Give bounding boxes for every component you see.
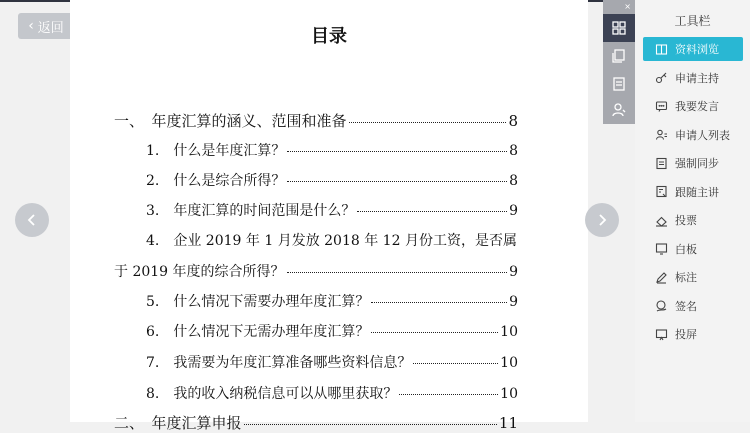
user-list-icon [655,128,668,141]
toc-entry[interactable] [114,261,518,281]
toc-entry-text: 二、 年度汇算申报 [114,414,242,432]
tool-panel [635,0,750,422]
back-button[interactable] [18,13,74,39]
tool-label: 签名 [675,299,697,313]
tool-cast[interactable] [643,322,743,346]
tool-sync-doc[interactable] [643,151,743,175]
toc-entry-text: 1. 什么是年度汇算？ [146,143,286,159]
table-of-contents [70,0,588,432]
tool-label: 投票 [675,214,697,227]
toc-entry[interactable] [146,230,516,250]
document-page [70,0,588,432]
back-button-label: 返回 [37,20,64,36]
panel-title: 工具栏 [674,14,711,28]
prev-page-button[interactable] [15,203,49,237]
toc-entry[interactable] [146,383,518,403]
pencil-icon [655,271,668,284]
dot-leader [287,272,508,273]
toc-entry[interactable] [146,321,518,341]
dot-leader [399,394,498,395]
page-title: 目录 [311,26,347,47]
tool-book[interactable] [643,37,743,61]
dot-leader [287,181,507,182]
toc-entry[interactable] [146,140,518,160]
tool-label: 跟随主讲 [675,185,719,199]
pages-icon [611,48,627,64]
toc-page-number: 9 [509,203,518,219]
tool-follow[interactable] [643,180,743,204]
dot-leader [244,424,497,425]
tool-label: 申请人列表 [675,128,730,142]
toc-page-number: 10 [500,355,518,371]
toc-entry-text: 5. 什么情况下需要办理年度汇算？ [146,294,370,310]
close-icon[interactable]: × [624,2,631,11]
toc-entry[interactable] [146,352,518,372]
toc-entry-text: 6. 什么情况下无需办理年度汇算？ [146,324,370,340]
tool-label: 强制同步 [675,157,719,170]
toc-entry-text: 于 2019 年度的综合所得？ [114,264,285,280]
tool-label: 资料浏览 [675,43,719,56]
tool-label: 投屏 [675,328,697,341]
toc-entry-text: 3. 年度汇算的时间范围是什么？ [146,203,356,219]
vote-icon [655,214,668,227]
mini-toolbar [603,0,635,124]
toc-entry-text: 2. 什么是综合所得？ [146,173,286,189]
toc-page-number: 8 [509,143,518,159]
dot-leader [349,122,507,123]
tool-label: 白板 [675,242,697,256]
sync-doc-icon [655,157,668,170]
toc-entry-text: 8. 我的收入纳税信息可以从哪里获取？ [146,386,398,402]
toc-entry[interactable] [146,200,518,220]
toc-entry-text: 4. 企业 2019 年 1 月发放 2018 年 12 月份工资，是否属 [146,233,517,249]
dot-leader [287,151,507,152]
follow-icon [655,185,668,198]
mini-notes-button[interactable] [603,70,635,98]
cast-icon [655,328,668,341]
toc-page-number: 8 [509,173,518,189]
toc-entry[interactable] [146,291,518,311]
user-edit-icon [611,102,627,118]
toc-section[interactable] [114,412,518,433]
dot-leader [371,332,498,333]
tool-label: 标注 [675,271,697,284]
mini-user-edit-button[interactable] [603,96,635,124]
grid-icon [611,20,627,36]
dot-leader [413,363,498,364]
toc-section[interactable] [114,110,518,131]
tool-label: 申请主持 [675,71,719,85]
toc-page-number: 10 [500,386,518,402]
toc-entry[interactable] [146,170,518,190]
chevron-left-icon: ‹ [28,18,34,34]
whiteboard-icon [655,242,668,255]
tool-whiteboard[interactable] [643,237,743,261]
tool-label: 我要发言 [675,100,719,113]
dot-leader [371,302,507,303]
chat-icon [655,100,668,113]
toc-entry-text: 7. 我需要为年度汇算准备哪些资料信息？ [146,355,412,371]
tool-pencil[interactable] [643,265,743,289]
tool-vote[interactable] [643,208,743,232]
signature-icon [655,299,668,312]
toc-entry-text: 一、 年度汇算的涵义、范围和准备 [114,112,347,130]
tool-chat[interactable] [643,94,743,118]
notes-icon [611,76,627,92]
toc-page-number: 8 [508,112,518,130]
book-icon [655,43,668,56]
mini-grid-button[interactable] [603,14,635,42]
tool-signature[interactable] [643,294,743,318]
tool-key[interactable] [643,66,743,90]
chevron-left-icon [25,213,39,227]
toc-page-number: 10 [500,324,518,340]
tool-user-list[interactable] [643,123,743,147]
next-page-button[interactable] [585,203,619,237]
toc-page-number: 9 [509,264,518,280]
key-icon [655,71,668,84]
mini-pages-button[interactable] [603,42,635,70]
dot-leader [357,211,507,212]
toc-page-number: 9 [509,294,518,310]
chevron-right-icon [595,213,609,227]
toc-page-number: 11 [498,414,518,432]
